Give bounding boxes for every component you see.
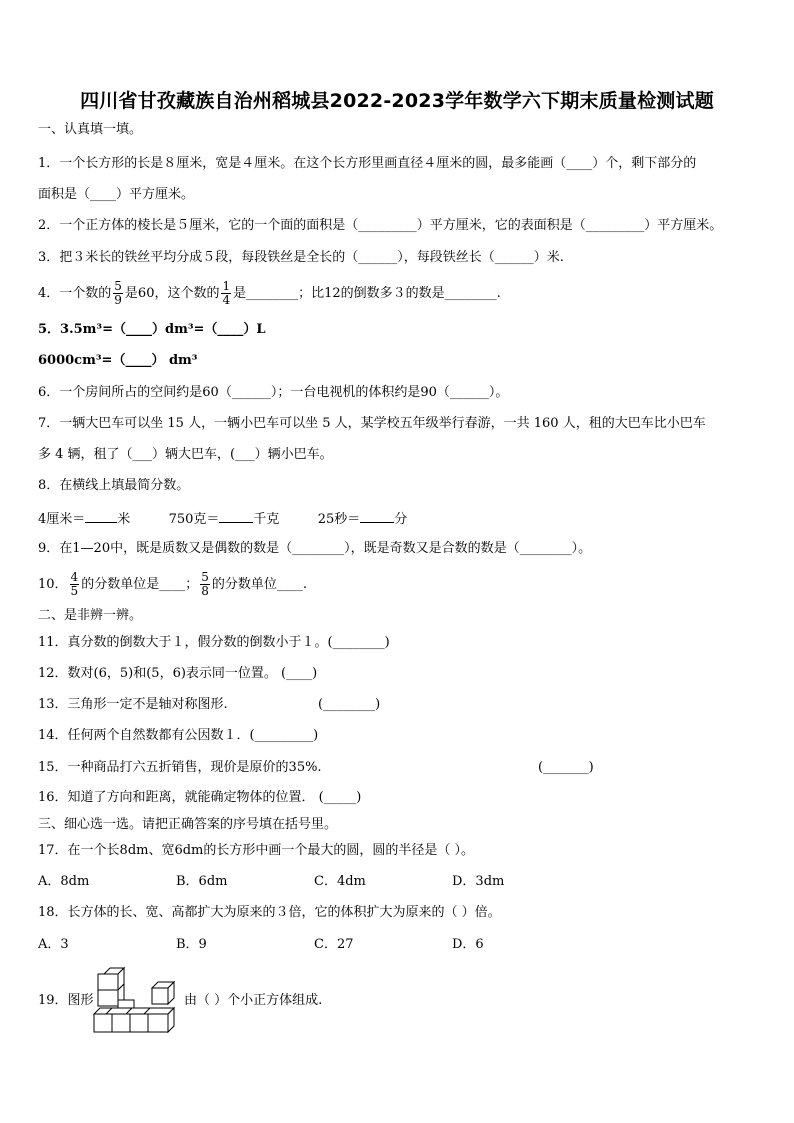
question-9: 9．在1—20中，既是质数又是偶数的数是（________），既是奇数又是合数的数是（________）。 (38, 541, 592, 556)
option-b[interactable]: B．6dm (176, 874, 228, 889)
question-4-text-a: 4．一个数的 (38, 286, 112, 301)
cube-face (98, 974, 118, 990)
answer-blank[interactable] (85, 509, 117, 523)
cube-figure (92, 966, 184, 1036)
q8-unit-a: 米 (117, 512, 131, 527)
cube-face (152, 988, 168, 1004)
question-10-text-b: 的分数单位是____； (81, 577, 199, 592)
question-3: 3．把３米长的铁丝平均分成５段，每段铁丝是全长的（______），每段铁丝长（______）米. (38, 250, 564, 265)
question-16: 16．知道了方向和距离，就能确定物体的位置． (_____) (38, 790, 362, 805)
fraction-5-8 (200, 571, 210, 598)
question-5-line-1: 5．3.5m³=（____）dm³=（____）L (38, 322, 266, 337)
question-8-blanks (38, 509, 407, 528)
page-title: 四川省甘孜藏族自治州稻城县2022-2023学年数学六下期末质量检测试题 (80, 90, 714, 112)
question-19-text-b: 由（ ）个小正方体组成. (184, 993, 323, 1008)
question-18-options (38, 937, 590, 953)
q8-item-c: 25秒＝ (317, 512, 361, 527)
question-1-line-1: 1．一个长方形的长是８厘米，宽是４厘米。在这个长方形里画直径４厘米的圆，最多能画（____）个，剩下部分的 (38, 156, 697, 171)
option-b[interactable]: B．9 (176, 937, 207, 952)
q8-unit-c: 分 (394, 512, 408, 527)
question-2: 2．一个正方体的棱长是５厘米，它的一个面的面积是（_________）平方厘米，它的表面积是（_________）平方厘米。 (38, 218, 723, 233)
option-d[interactable]: D．6 (452, 937, 484, 952)
question-13: 13．三角形一定不是轴对称图形. (38, 697, 228, 712)
fraction-denominator: 4 (222, 293, 231, 307)
question-6: 6．一个房间所占的空间约是60（______）；一台电视机的体积约是90（______）。 (38, 385, 509, 400)
fraction-4-5 (70, 571, 80, 598)
cube-face (112, 1014, 130, 1032)
question-5-line-2: 6000cm³=（____） dm³ (38, 353, 198, 368)
fraction-numerator: 5 (114, 279, 122, 293)
fraction-numerator: 5 (201, 570, 209, 584)
fraction-5-9 (113, 280, 123, 307)
cube-face (148, 1014, 168, 1032)
q8-unit-b: 千克 (253, 512, 280, 527)
q8-item-b: 750克＝ (168, 512, 220, 527)
question-1-line-2: 面积是（____）平方厘米。 (38, 187, 195, 202)
question-11: 11．真分数的倒数大于１，假分数的倒数小于１。(________) (38, 635, 390, 650)
section-1-heading: 一、认真填一填。 (38, 122, 143, 137)
question-15-answer[interactable]: (_______) (538, 760, 594, 775)
cube-top-face (94, 1008, 174, 1014)
question-17-options (38, 874, 590, 890)
answer-blank[interactable] (360, 509, 394, 523)
question-17: 17．在一个长8dm、宽6dm的长方形中画一个最大的圆，圆的半径是（ ）。 (38, 843, 475, 858)
fraction-denominator: 9 (114, 293, 122, 307)
section-2-heading: 二、是非辨一辨。 (38, 608, 143, 623)
question-10 (38, 569, 307, 601)
fraction-denominator: 5 (70, 584, 79, 598)
option-a[interactable]: A．8dm (38, 874, 90, 889)
option-c[interactable]: C．4dm (314, 874, 366, 889)
question-19-text-a: 19．图形 (38, 993, 94, 1008)
cube-face (130, 1014, 148, 1032)
question-8: 8．在横线上填最简分数。 (38, 478, 190, 493)
question-14: 14．任何两个自然数都有公因数１．(_________) (38, 728, 319, 743)
option-c[interactable]: C．27 (314, 937, 354, 952)
question-15: 15．一种商品打六五折销售，现价是原价的35%. (38, 760, 322, 775)
question-10-text-c: 的分数单位____. (211, 577, 307, 592)
option-a[interactable]: A．3 (38, 937, 69, 952)
question-10-number: 10． (38, 577, 68, 592)
fraction-denominator: 8 (201, 584, 209, 598)
cube-face (94, 1014, 112, 1032)
q8-item-a: 4厘米＝ (38, 512, 86, 527)
fraction-numerator: 4 (70, 570, 79, 584)
question-4-text-b: 是60，这个数的 (124, 286, 220, 301)
question-18: 18．长方体的长、宽、高都扩大为原来的３倍，它的体积扩大为原来的（ ）倍。 (38, 905, 501, 920)
question-4-text-c: 是________；比12的倒数多３的数是________. (233, 286, 501, 301)
cube-face (98, 990, 118, 1006)
section-3-heading: 三、细心选一选。请把正确答案的序号填在括号里。 (38, 817, 338, 832)
fraction-numerator: 1 (222, 279, 231, 293)
question-12: 12．数对(6，5)和(5，6)表示同一位置。 (____) (38, 666, 318, 681)
question-7-line-1: 7．一辆大巴车可以坐 15 人，一辆小巴车可以坐 5 人，某学校五年级举行春游，一共 160 人，租的大巴车比小巴车 (38, 416, 706, 431)
option-d[interactable]: D．3dm (452, 874, 505, 889)
fraction-1-4 (221, 280, 231, 307)
answer-blank[interactable] (219, 509, 253, 523)
question-4 (38, 278, 501, 310)
question-7-line-2: 多 4 辆，租了（___）辆大巴车，(___）辆小巴车。 (38, 447, 333, 462)
question-13-answer[interactable]: (________) (318, 697, 381, 712)
